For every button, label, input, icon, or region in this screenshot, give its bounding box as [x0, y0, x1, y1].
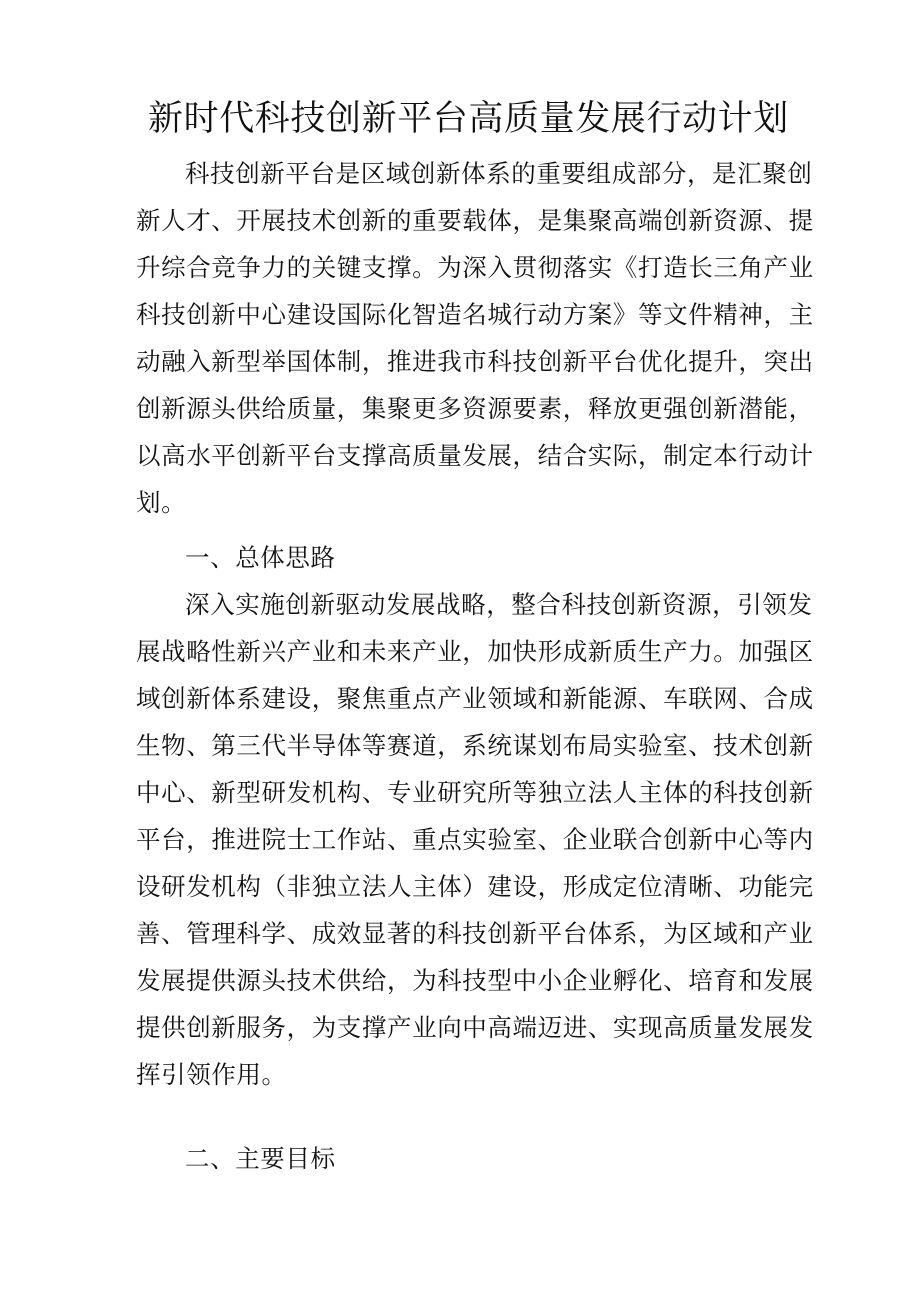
paragraph-line: 升综合竞争力的关键支撑。为深入贯彻落实《打造长三角产业 [136, 253, 814, 282]
section-heading-overall-approach: 一、总体思路 [185, 543, 336, 572]
paragraph-line: 设研发机构（非独立法人主体）建设，形成定位清晰、功能完 [136, 872, 814, 901]
paragraph-line: 科技创新中心建设国际化智造名城行动方案》等文件精神，主 [136, 300, 814, 329]
paragraph-line: 挥引领作用。 [136, 1060, 287, 1089]
paragraph-line: 善、管理科学、成效显著的科技创新平台体系，为区域和产业 [136, 919, 814, 948]
paragraph-line: 以高水平创新平台支撑高质量发展，结合实际，制定本行动计 [136, 441, 814, 470]
paragraph-line: 动融入新型举国体制，推进我市科技创新平台优化提升，突出 [136, 347, 814, 376]
paragraph-line: 中心、新型研发机构、专业研究所等独立法人主体的科技创新 [136, 778, 814, 807]
paragraph-line: 发展提供源头技术供给，为科技型中小企业孵化、培育和发展 [136, 966, 814, 995]
document-title: 新时代科技创新平台高质量发展行动计划 [148, 99, 789, 139]
paragraph-line: 科技创新平台是区域创新体系的重要组成部分，是汇聚创 [185, 159, 813, 188]
paragraph-line: 创新源头供给质量，集聚更多资源要素，释放更强创新潜能， [136, 394, 814, 423]
paragraph-line: 域创新体系建设，聚焦重点产业领域和新能源、车联网、合成 [136, 684, 814, 713]
paragraph-line: 平台，推进院士工作站、重点实验室、企业联合创新中心等内 [136, 825, 814, 854]
paragraph-line: 深入实施创新驱动发展战略，整合科技创新资源，引领发 [185, 590, 813, 619]
paragraph-line: 展战略性新兴产业和未来产业，加快形成新质生产力。加强区 [136, 637, 814, 666]
paragraph-line: 提供创新服务，为支撑产业向中高端迈进、实现高质量发展发 [136, 1013, 814, 1042]
overall-approach-paragraph [136, 581, 814, 1098]
paragraph-line: 生物、第三代半导体等赛道，系统谋划布局实验室、技术创新 [136, 731, 814, 760]
intro-paragraph [136, 150, 814, 526]
paragraph-line: 划。 [136, 488, 187, 517]
paragraph-line: 新人才、开展技术创新的重要载体，是集聚高端创新资源、提 [136, 206, 814, 235]
section-heading-main-goals: 二、主要目标 [185, 1144, 336, 1173]
